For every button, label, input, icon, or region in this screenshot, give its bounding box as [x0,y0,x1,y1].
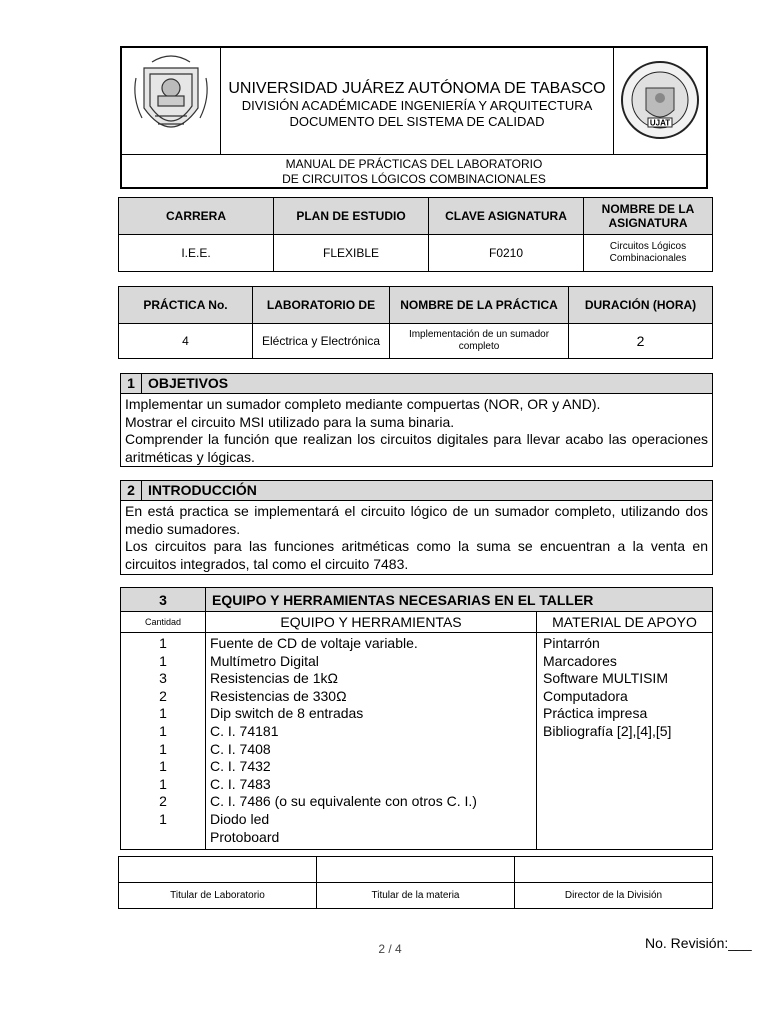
objectives-section [120,373,713,467]
header-plan: PLAN DE ESTUDIO [274,198,429,235]
equipment-item: C. I. 74181 [210,722,279,739]
equipment-item: Resistencias de 1kΩ [210,670,338,687]
value-laboratorio: Eléctrica y Electrónica [253,324,390,359]
introduction-number: 2 [121,481,142,500]
equipment-item: Dip switch de 8 entradas [210,705,364,722]
header-laboratorio: LABORATORIO DE [253,287,390,324]
material-item: Bibliografía [2],[4],[5] [543,722,672,739]
introduction-section [120,480,713,575]
signature-label: Titular de Laboratorio [119,883,317,909]
quantity-item: 1 [159,740,167,757]
objective-line: Comprender la función que realizan los circuitos digitales para llevar acabo las operaciones aritméticas y lógicas. [125,431,708,465]
equipment-title: EQUIPO Y HERRAMIENTAS NECESARIAS EN EL TALLER [206,588,713,612]
equipment-item: Multímetro Digital [210,652,319,669]
ujat-seal-logo [613,48,706,154]
column-cantidad: Cantidad [121,612,206,633]
quantity-list [121,633,206,850]
value-nombre-practica: Implementación de un sumador completo [390,324,569,359]
material-item: Marcadores [543,652,617,669]
equipment-table [120,587,713,850]
quantity-item: 1 [159,652,167,669]
quantity-item: 2 [159,793,167,810]
document-header [120,46,708,189]
equipment-item: C. I. 7483 [210,775,271,792]
material-item: Práctica impresa [543,705,648,722]
division-name: DIVISIÓN ACADÉMICADE INGENIERÍA Y ARQUITECTURA [241,98,593,113]
material-item: Software MULTISIM [543,670,668,687]
document-type: DOCUMENTO DEL SISTEMA DE CALIDAD [289,114,545,129]
header-practica-no: PRÁCTICA No. [119,287,253,324]
revision-number: No. Revisión:___ [645,935,752,951]
equipment-list [206,633,537,850]
quantity-item: 1 [159,705,167,722]
equipment-number: 3 [121,588,206,612]
equipment-item: C. I. 7486 (o su equivalente con otros C. I.) [210,793,477,810]
practice-info-table [118,286,713,359]
value-duracion: 2 [569,324,713,359]
material-item: Computadora [543,687,628,704]
objective-line: Mostrar el circuito MSI utilizado para la suma binaria. [125,413,455,430]
quantity-item: 1 [159,810,167,827]
equipment-item: Resistencias de 330Ω [210,687,347,704]
equipment-item: Diodo led [210,810,270,827]
value-plan: FLEXIBLE [274,235,429,272]
signature-space [515,857,713,883]
signature-label: Director de la División [515,883,713,909]
value-nombre-asignatura: Circuitos Lógicos Combinacionales [584,235,713,272]
equipment-item: C. I. 7432 [210,758,271,775]
page-number: 2 / 4 [378,942,402,956]
signature-label: Titular de la materia [317,883,515,909]
course-info-table [118,197,713,272]
manual-title-line1: MANUAL DE PRÁCTICAS DEL LABORATORIO [285,157,543,171]
header-nombre-asignatura: NOMBRE DE LA ASIGNATURA [584,198,713,235]
header-nombre-practica: NOMBRE DE LA PRÁCTICA [390,287,569,324]
quantity-item: 2 [159,687,167,704]
signature-space [317,857,515,883]
svg-text:UJAT: UJAT [649,118,671,128]
introduction-title: INTRODUCCIÓN [148,482,257,498]
manual-title-line2: DE CIRCUITOS LÓGICOS COMBINACIONALES [282,172,546,186]
introduction-paragraph: Los circuitos para las funciones aritméticas como la suma se encuentran a la venta en circuitos integrados, tal como el circuito 7483. [125,538,708,572]
value-carrera: I.E.E. [119,235,274,272]
value-clave: F0210 [429,235,584,272]
quantity-item: 3 [159,670,167,687]
equipment-item: Protoboard [210,828,280,845]
introduction-paragraph: En está practica se implementará el circuito lógico de un sumador completo, utilizando dos medio sumadores. [125,503,708,537]
header-clave: CLAVE ASIGNATURA [429,198,584,235]
signature-table [118,856,713,909]
objectives-title: OBJETIVOS [148,375,229,391]
objective-line: Implementar un sumador completo mediante compuertas (NOR, OR y AND). [125,396,601,412]
header-carrera: CARRERA [119,198,274,235]
value-practica-no: 4 [119,324,253,359]
column-material: MATERIAL DE APOYO [537,612,713,633]
university-name: UNIVERSIDAD JUÁREZ AUTÓNOMA DE TABASCO [228,80,606,97]
equipment-item: C. I. 7408 [210,740,271,757]
manual-title [122,154,706,187]
material-item: Pintarrón [543,635,600,651]
objectives-number: 1 [121,374,142,393]
university-crest-logo [122,48,221,154]
header-duracion: DURACIÓN (HORA) [569,287,713,324]
quantity-item: 1 [159,722,167,739]
signature-space [119,857,317,883]
column-equipo: EQUIPO Y HERRAMIENTAS [206,612,537,633]
quantity-item: 1 [159,635,167,651]
material-list [537,633,713,850]
quantity-item: 1 [159,775,167,792]
equipment-item: Fuente de CD de voltaje variable. [210,635,418,651]
quantity-item: 1 [159,758,167,775]
